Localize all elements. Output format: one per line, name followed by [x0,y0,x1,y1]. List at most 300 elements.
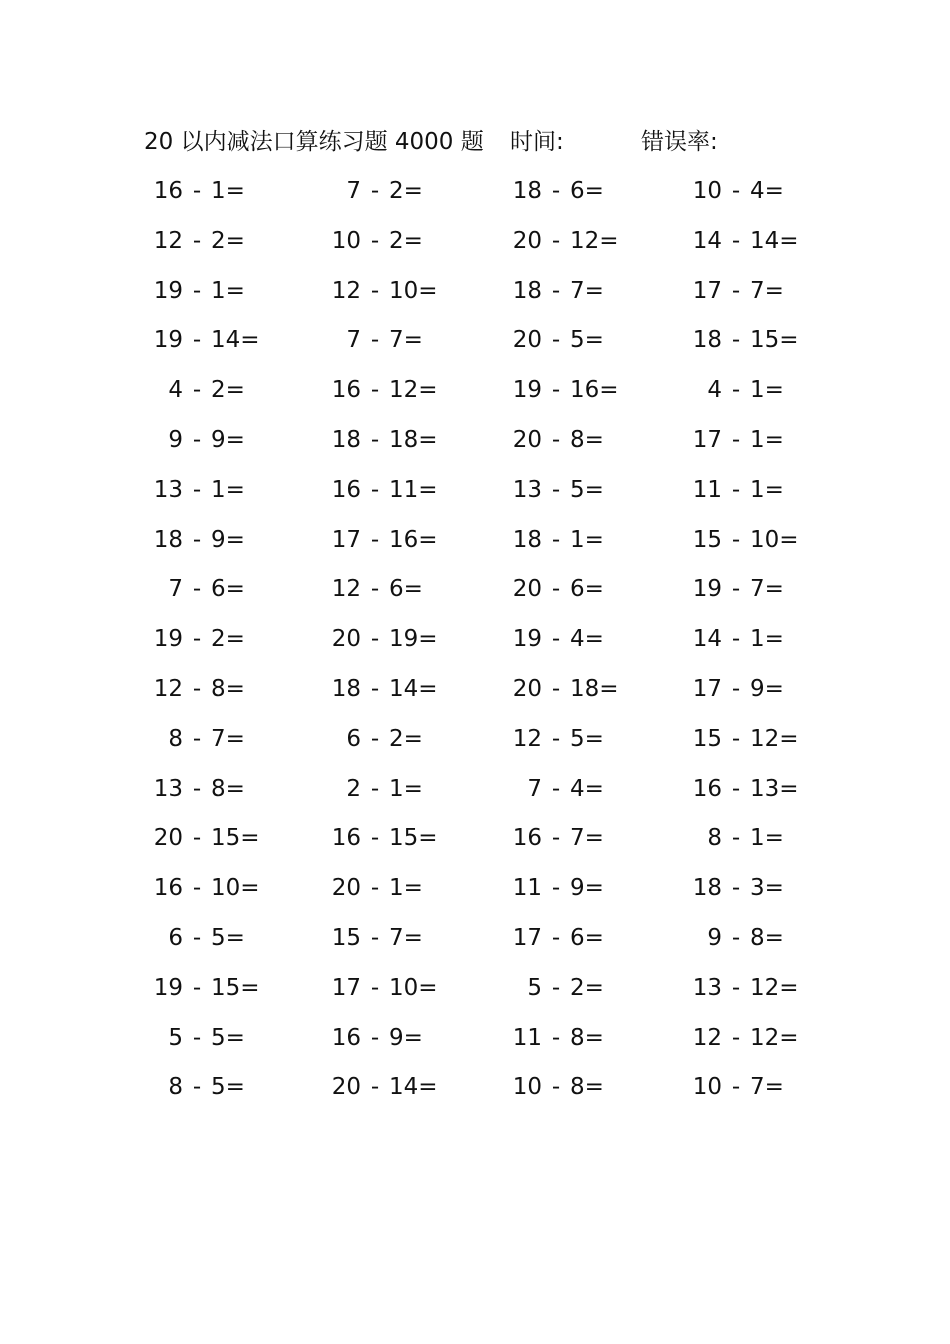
minus-sign: - [192,1024,202,1051]
minuend: 20 [153,825,183,852]
minus-sign: - [551,924,561,951]
minuend: 18 [153,526,183,553]
subtraction-problem [321,372,438,408]
subtrahend-equals: 1= [211,277,245,304]
subtrahend-equals: 16= [389,526,438,553]
problem-row [0,372,950,422]
subtraction-problem [321,920,423,956]
subtrahend-equals: 6= [570,576,604,603]
minuend: 11 [692,476,722,503]
subtrahend-equals: 16= [570,377,619,404]
subtraction-problem [682,1020,799,1056]
problem-row [0,671,950,721]
subtraction-problem [321,571,423,607]
subtraction-problem [321,820,438,856]
subtraction-problem [682,422,784,458]
minuend: 15 [331,924,361,951]
minus-sign: - [551,277,561,304]
minus-sign: - [192,1074,202,1101]
minuend: 18 [512,526,542,553]
subtraction-problem [321,621,438,657]
minuend: 20 [331,626,361,653]
subtraction-problem [502,721,604,757]
subtrahend-equals: 6= [570,924,604,951]
minus-sign: - [551,725,561,752]
minus-sign: - [370,1074,380,1101]
minus-sign: - [731,426,741,453]
problem-row [0,422,950,472]
minus-sign: - [192,277,202,304]
minuend: 18 [331,426,361,453]
minuend: 17 [692,277,722,304]
minuend: 18 [512,178,542,204]
minuend: 18 [692,875,722,902]
subtraction-problem [321,173,423,209]
problem-row [0,223,950,273]
subtraction-problem [682,472,784,508]
subtraction-problem [321,671,438,707]
subtrahend-equals: 6= [389,576,423,603]
minuend: 19 [153,626,183,653]
minus-sign: - [731,675,741,702]
worksheet-header [144,124,804,160]
subtraction-problem [502,273,604,309]
problem-row [0,273,950,323]
worksheet-title: 20 以内减法口算练习题 4000 题 [144,129,484,155]
minus-sign: - [731,227,741,254]
minus-sign: - [370,526,380,553]
subtrahend-equals: 8= [570,426,604,453]
subtrahend-equals: 8= [570,1074,604,1101]
subtrahend-equals: 6= [211,576,245,603]
minus-sign: - [192,725,202,752]
minus-sign: - [551,576,561,603]
minus-sign: - [192,775,202,802]
minus-sign: - [192,825,202,852]
subtraction-problem [143,571,245,607]
minus-sign: - [551,775,561,802]
minuend: 20 [512,426,542,453]
subtrahend-equals: 14= [750,227,799,254]
problem-row [0,870,950,920]
subtrahend-equals: 1= [750,426,784,453]
minuend: 20 [512,227,542,254]
minus-sign: - [192,924,202,951]
subtrahend-equals: 2= [211,377,245,404]
minuend: 7 [527,775,542,802]
subtraction-problem [321,970,438,1006]
minus-sign: - [370,377,380,404]
minus-sign: - [551,377,561,404]
subtrahend-equals: 19= [389,626,438,653]
subtraction-problem [682,671,784,707]
time-label: 时间: [510,129,564,155]
subtrahend-equals: 1= [389,775,423,802]
problem-row [0,820,950,870]
minuend: 16 [331,377,361,404]
minuend: 7 [168,576,183,603]
minus-sign: - [731,576,741,603]
subtrahend-equals: 15= [389,825,438,852]
minus-sign: - [192,227,202,254]
problem-row [0,322,950,372]
minus-sign: - [192,476,202,503]
problem-row [0,472,950,522]
minus-sign: - [551,526,561,553]
subtraction-problem [682,820,784,856]
subtraction-problem [682,273,784,309]
minus-sign: - [370,327,380,354]
minus-sign: - [192,426,202,453]
subtraction-problem [143,870,260,906]
minuend: 5 [168,1024,183,1051]
subtrahend-equals: 7= [389,924,423,951]
subtrahend-equals: 1= [750,825,784,852]
subtrahend-equals: 14= [389,675,438,702]
subtrahend-equals: 5= [570,476,604,503]
subtrahend-equals: 7= [570,825,604,852]
subtrahend-equals: 13= [750,775,799,802]
subtrahend-equals: 6= [570,178,604,204]
minuend: 18 [331,675,361,702]
minus-sign: - [192,327,202,354]
minus-sign: - [192,576,202,603]
subtraction-problem [682,173,784,209]
minuend: 19 [512,626,542,653]
subtraction-problem [143,671,245,707]
subtraction-problem [682,870,784,906]
subtrahend-equals: 1= [211,476,245,503]
subtrahend-equals: 7= [570,277,604,304]
subtrahend-equals: 5= [211,1074,245,1101]
subtrahend-equals: 2= [389,725,423,752]
minus-sign: - [192,178,202,204]
minus-sign: - [192,377,202,404]
subtraction-problem [502,472,604,508]
minus-sign: - [731,1074,741,1101]
minuend: 16 [153,875,183,902]
subtraction-problem [682,522,799,558]
subtrahend-equals: 2= [389,178,423,204]
subtraction-problem [502,920,604,956]
subtrahend-equals: 18= [389,426,438,453]
minus-sign: - [731,974,741,1001]
subtrahend-equals: 9= [211,526,245,553]
subtraction-problem [321,223,423,259]
minuend: 17 [331,974,361,1001]
subtrahend-equals: 9= [750,675,784,702]
minuend: 20 [512,675,542,702]
subtrahend-equals: 5= [570,327,604,354]
subtrahend-equals: 4= [570,626,604,653]
minuend: 13 [692,974,722,1001]
minuend: 19 [512,377,542,404]
subtraction-problem [502,1020,604,1056]
minuend: 16 [512,825,542,852]
subtraction-problem [143,322,260,358]
minus-sign: - [192,526,202,553]
subtrahend-equals: 11= [389,476,438,503]
minuend: 14 [692,626,722,653]
minus-sign: - [731,875,741,902]
subtrahend-equals: 9= [570,875,604,902]
subtrahend-equals: 5= [211,924,245,951]
subtrahend-equals: 2= [570,974,604,1001]
subtrahend-equals: 7= [389,327,423,354]
minuend: 16 [692,775,722,802]
subtraction-problem [502,970,604,1006]
subtraction-problem [143,422,245,458]
subtraction-problem [502,820,604,856]
subtraction-problem [321,472,438,508]
minuend: 14 [692,227,722,254]
subtraction-problem [143,1069,245,1105]
subtrahend-equals: 7= [211,725,245,752]
subtraction-problem [502,223,619,259]
minuend: 15 [692,526,722,553]
subtraction-problem [143,970,260,1006]
subtrahend-equals: 15= [211,974,260,1001]
subtrahend-equals: 5= [211,1024,245,1051]
subtraction-problem [321,1020,423,1056]
subtraction-problem [143,621,245,657]
minuend: 13 [512,476,542,503]
minuend: 11 [512,1024,542,1051]
subtraction-problem [143,173,245,209]
subtrahend-equals: 8= [570,1024,604,1051]
minus-sign: - [192,675,202,702]
subtraction-problem [321,721,423,757]
subtraction-problem [143,223,245,259]
subtrahend-equals: 8= [211,775,245,802]
problem-grid [0,173,950,1119]
subtrahend-equals: 7= [750,576,784,603]
minuend: 6 [346,725,361,752]
subtraction-problem [321,771,423,807]
minus-sign: - [370,277,380,304]
minuend: 12 [153,675,183,702]
subtrahend-equals: 9= [211,426,245,453]
subtraction-problem [143,721,245,757]
minus-sign: - [731,1024,741,1051]
minus-sign: - [370,924,380,951]
minuend: 2 [346,775,361,802]
minus-sign: - [551,1024,561,1051]
subtraction-problem [143,771,245,807]
subtrahend-equals: 2= [389,227,423,254]
minuend: 6 [168,924,183,951]
subtrahend-equals: 10= [750,526,799,553]
minuend: 16 [153,178,183,204]
minuend: 8 [707,825,722,852]
minus-sign: - [370,974,380,1001]
subtrahend-equals: 2= [211,626,245,653]
subtraction-problem [682,920,784,956]
subtraction-problem [502,571,604,607]
minus-sign: - [731,775,741,802]
minus-sign: - [731,377,741,404]
subtraction-problem [143,820,260,856]
minuend: 17 [512,924,542,951]
minus-sign: - [551,227,561,254]
problem-row [0,522,950,572]
subtrahend-equals: 12= [750,974,799,1001]
subtraction-problem [321,273,438,309]
subtrahend-equals: 9= [389,1024,423,1051]
minuend: 19 [692,576,722,603]
subtraction-problem [143,472,245,508]
minuend: 19 [153,277,183,304]
subtraction-problem [502,771,604,807]
subtraction-problem [502,621,604,657]
subtrahend-equals: 10= [389,974,438,1001]
minus-sign: - [192,974,202,1001]
minus-sign: - [370,476,380,503]
subtraction-problem [321,522,438,558]
problem-row [0,920,950,970]
subtrahend-equals: 12= [389,377,438,404]
minus-sign: - [731,178,741,204]
subtraction-problem [682,970,799,1006]
minus-sign: - [551,178,561,204]
minuend: 20 [331,875,361,902]
minuend: 10 [331,227,361,254]
subtraction-problem [321,1069,438,1105]
minus-sign: - [370,875,380,902]
subtraction-problem [682,322,799,358]
minuend: 12 [153,227,183,254]
subtraction-problem [143,920,245,956]
minus-sign: - [731,476,741,503]
minus-sign: - [551,626,561,653]
subtraction-problem [143,522,245,558]
subtrahend-equals: 8= [750,924,784,951]
minus-sign: - [370,576,380,603]
subtraction-problem [682,721,799,757]
subtraction-problem [502,522,604,558]
minus-sign: - [551,974,561,1001]
minuend: 8 [168,725,183,752]
minuend: 4 [168,377,183,404]
minuend: 13 [153,476,183,503]
subtrahend-equals: 7= [750,1074,784,1101]
subtrahend-equals: 7= [750,277,784,304]
minus-sign: - [731,327,741,354]
error-rate-label: 错误率: [641,129,718,155]
subtrahend-equals: 12= [750,725,799,752]
minuend: 12 [692,1024,722,1051]
subtrahend-equals: 1= [750,377,784,404]
minus-sign: - [731,825,741,852]
minus-sign: - [370,775,380,802]
minuend: 7 [346,327,361,354]
minus-sign: - [370,675,380,702]
subtraction-problem [682,1069,784,1105]
subtraction-problem [682,571,784,607]
subtrahend-equals: 5= [570,725,604,752]
problem-row [0,1069,950,1119]
minuend: 9 [707,924,722,951]
minus-sign: - [731,626,741,653]
subtrahend-equals: 14= [211,327,260,354]
minuend: 9 [168,426,183,453]
minus-sign: - [370,626,380,653]
subtrahend-equals: 1= [750,476,784,503]
minus-sign: - [551,1074,561,1101]
minuend: 12 [512,725,542,752]
subtrahend-equals: 15= [750,327,799,354]
subtrahend-equals: 12= [750,1024,799,1051]
subtrahend-equals: 14= [389,1074,438,1101]
minus-sign: - [370,725,380,752]
subtrahend-equals: 4= [750,178,784,204]
subtraction-problem [321,870,423,906]
minuend: 11 [512,875,542,902]
subtrahend-equals: 10= [389,277,438,304]
subtraction-problem [502,671,619,707]
minuend: 20 [331,1074,361,1101]
minuend: 19 [153,974,183,1001]
subtrahend-equals: 4= [570,775,604,802]
minus-sign: - [370,227,380,254]
subtraction-problem [502,322,604,358]
subtrahend-equals: 8= [211,675,245,702]
minus-sign: - [731,725,741,752]
minuend: 18 [512,277,542,304]
problem-row [0,970,950,1020]
subtraction-problem [682,223,799,259]
problem-row [0,771,950,821]
subtrahend-equals: 1= [750,626,784,653]
minus-sign: - [551,875,561,902]
subtraction-problem [682,771,799,807]
minus-sign: - [370,1024,380,1051]
minus-sign: - [370,426,380,453]
subtrahend-equals: 15= [211,825,260,852]
minuend: 4 [707,377,722,404]
subtraction-problem [682,621,784,657]
minus-sign: - [551,426,561,453]
minuend: 16 [331,1024,361,1051]
subtrahend-equals: 1= [570,526,604,553]
subtrahend-equals: 1= [389,875,423,902]
minus-sign: - [551,675,561,702]
minuend: 20 [512,327,542,354]
minus-sign: - [192,626,202,653]
minus-sign: - [731,277,741,304]
minuend: 12 [331,277,361,304]
minuend: 17 [692,426,722,453]
subtraction-problem [502,372,619,408]
problem-row [0,721,950,771]
subtraction-problem [321,322,423,358]
minuend: 17 [331,526,361,553]
subtraction-problem [502,870,604,906]
subtrahend-equals: 1= [211,178,245,204]
minus-sign: - [731,526,741,553]
minus-sign: - [192,875,202,902]
minus-sign: - [370,178,380,204]
subtraction-problem [502,1069,604,1105]
subtraction-problem [682,372,784,408]
minus-sign: - [731,924,741,951]
subtraction-problem [143,372,245,408]
minuend: 17 [692,675,722,702]
minuend: 10 [512,1074,542,1101]
subtraction-problem [502,173,604,209]
minuend: 5 [527,974,542,1001]
minuend: 12 [331,576,361,603]
